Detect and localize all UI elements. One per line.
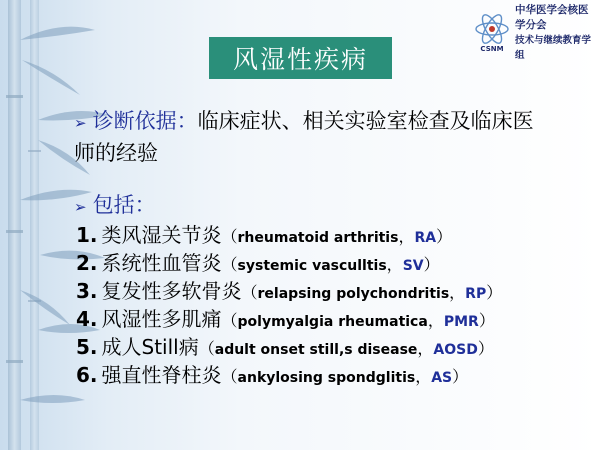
- item-number: 3.: [76, 279, 98, 303]
- diagnosis-paragraph: [74, 106, 544, 168]
- item-paren-close: ）: [452, 367, 469, 386]
- item-number: 5.: [76, 335, 98, 359]
- list-item: [76, 221, 596, 249]
- item-abbreviation: RA: [414, 230, 437, 246]
- item-english-name: rheumatoid arthritis: [237, 230, 399, 246]
- csnm-logo-icon: [472, 13, 512, 53]
- item-paren-open: （: [241, 283, 258, 302]
- item-chinese-name: 系统性血管炎: [101, 251, 222, 275]
- include-label: 包括：: [92, 193, 156, 217]
- diagnosis-label: 诊断依据：: [92, 109, 198, 133]
- item-abbreviation: RP: [465, 286, 487, 302]
- item-paren-open: （: [221, 255, 238, 274]
- item-chinese-name: 风湿性多肌痛: [101, 307, 222, 331]
- arrow-bullet-icon: ➢: [74, 114, 87, 132]
- list-item: [76, 305, 596, 333]
- list-item: [76, 249, 596, 277]
- item-english-name: adult onset still,s disease: [214, 342, 418, 358]
- diagnosis-text: 临床症状、相关实验室检查及临床医师的经验: [74, 109, 534, 165]
- item-paren-open: （: [221, 367, 238, 386]
- item-paren-close: ）: [477, 339, 494, 358]
- item-paren-open: （: [221, 227, 238, 246]
- list-item: [76, 333, 596, 361]
- item-abbreviation: AOSD: [433, 342, 478, 358]
- item-paren-open: （: [221, 311, 238, 330]
- item-separator: ，: [449, 283, 466, 302]
- org-logo: [472, 4, 596, 61]
- org-name-line1: 中华医学会核医学分会: [515, 4, 589, 31]
- item-chinese-name: 成人Still病: [101, 335, 199, 359]
- item-separator: ，: [417, 339, 434, 358]
- item-abbreviation: SV: [402, 258, 424, 274]
- item-number: 2.: [76, 251, 98, 275]
- item-english-name: polymyalgia rheumatica: [237, 314, 428, 330]
- item-abbreviation: PMR: [443, 314, 479, 330]
- item-chinese-name: 强直性脊柱炎: [101, 363, 222, 387]
- item-number: 6.: [76, 363, 98, 387]
- item-number: 4.: [76, 307, 98, 331]
- item-english-name: ankylosing spondglitis: [237, 370, 416, 386]
- item-number: 1.: [76, 223, 98, 247]
- item-paren-close: ）: [486, 283, 503, 302]
- item-separator: ，: [398, 227, 415, 246]
- item-english-name: relapsing polychondritis: [257, 286, 450, 302]
- item-english-name: systemic vasculltis: [237, 258, 387, 274]
- list-item: [76, 277, 596, 305]
- disease-list: [76, 221, 596, 389]
- item-paren-open: （: [198, 339, 215, 358]
- org-name-line2: 技术与继续教育学组: [515, 35, 592, 61]
- item-paren-close: ）: [478, 311, 495, 330]
- item-chinese-name: 复发性多软骨炎: [101, 279, 242, 303]
- item-abbreviation: AS: [431, 370, 453, 386]
- item-separator: ，: [386, 255, 403, 274]
- item-separator: ，: [427, 311, 444, 330]
- item-paren-close: ）: [436, 227, 453, 246]
- include-heading: [74, 190, 156, 222]
- list-item: [76, 361, 596, 389]
- item-paren-close: ）: [423, 255, 440, 274]
- item-chinese-name: 类风湿关节炎: [101, 223, 222, 247]
- logo-letters: CSNM: [480, 45, 504, 53]
- slide-title: 风湿性疾病: [209, 37, 392, 79]
- item-separator: ，: [415, 367, 432, 386]
- arrow-bullet-icon: ➢: [74, 198, 87, 216]
